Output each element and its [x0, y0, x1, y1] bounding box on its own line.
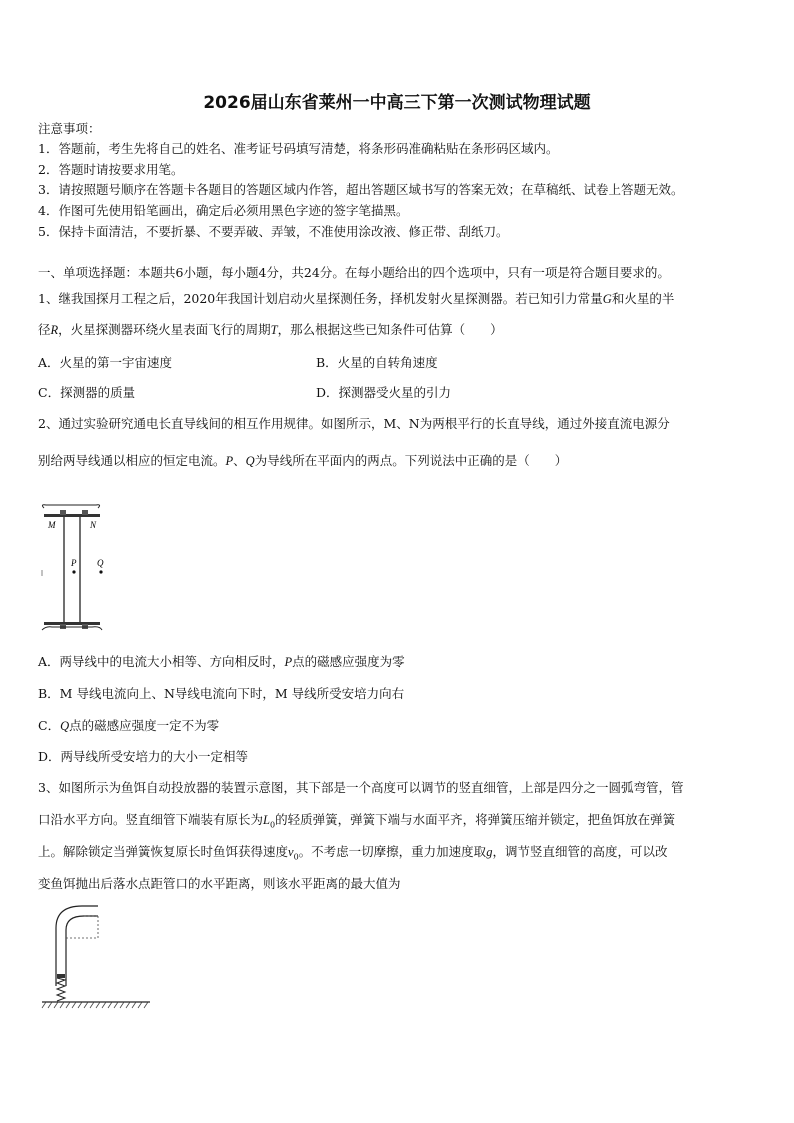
text: 和火星的半: [611, 291, 675, 306]
text: ，调节竖直细管的高度，可以改: [492, 844, 668, 859]
text: 点的磁感应强度一定不为零: [69, 718, 220, 733]
q3-stem-line4: 变鱼饵抛出后落水点距管口的水平距离，则该水平距离的最大值为: [38, 876, 401, 891]
q1-stem-line2: [38, 322, 503, 338]
section-heading: 一、单项选择题：本题共6小题，每小题4分，共24分。在每小题给出的四个选项中，只有一项是符合题目要求的。: [38, 265, 670, 280]
q2-stem-line1: 2、通过实验研究通电长直导线间的相互作用规律。如图所示，M、N为两根平行的长直导线，通过外接直流电源分: [38, 416, 670, 431]
text: ，火星探测器环绕火星表面飞行的周期: [58, 322, 271, 337]
q1-option-b: B．火星的自转角速度: [316, 355, 438, 370]
q2-option-a: [38, 654, 405, 670]
q2-option-d: D．两导线所受安培力的大小一定相等: [38, 749, 249, 764]
q3-stem-line1: 3、如图所示为鱼饵自动投放器的装置示意图，其下部是一个高度可以调节的竖直细管，上部是四分之一圆弧弯管，管: [38, 780, 684, 795]
notice-item: 2．答题时请按要求用笔。: [38, 162, 184, 177]
subscript: 0: [293, 852, 299, 862]
text: A．两导线中的电流大小相等、方向相反时，: [38, 654, 285, 669]
text: 1、继我国探月工程之后，2020年我国计划启动火星探测任务，择机发射火星探测器。若已知引力常量: [38, 291, 603, 306]
q1-option-c: C．探测器的质量: [38, 385, 136, 400]
notice-item: 5．保持卡面清洁，不要折暴、不要弄破、弄皱，不准使用涂改液、修正带、刮纸刀。: [38, 224, 509, 239]
label-Q: Q: [97, 558, 104, 568]
parallel-wires-figure: [36, 496, 108, 642]
symbol-P: P: [225, 454, 234, 468]
notice-item: 3．请按照题号顺序在答题卡各题目的答题区域内作答，超出答题区域书写的答案无效；在草稿纸、试卷上答题无效。: [38, 182, 684, 197]
label-M: M: [48, 520, 56, 530]
text: C．: [38, 718, 61, 733]
q3-stem-line2: [38, 812, 675, 834]
notice-item: 4．作图可先使用铅笔画出，确定后必须用黑色字迹的签字笔描黑。: [38, 203, 409, 218]
symbol-G: G: [602, 292, 612, 306]
symbol-R: R: [50, 323, 59, 337]
q3-stem-line3: [38, 844, 667, 866]
text: 别给两导线通以相应的恒定电流。: [38, 453, 226, 468]
symbol-v0: v: [288, 845, 294, 859]
text: 口沿水平方向。竖直细管下端装有原长为: [38, 812, 264, 827]
symbol-L0: L: [263, 813, 270, 827]
text: 上。解除锁定当弹簧恢复原长时鱼饵获得速度: [38, 844, 289, 859]
label-N: N: [90, 520, 97, 530]
text: ，那么根据这些已知条件可估算（ ）: [277, 322, 503, 337]
text: 的轻质弹簧，弹簧下端与水面平齐，将弹簧压缩并锁定，把鱼饵放在弹簧: [275, 812, 676, 827]
text: 点的磁感应强度为零: [292, 654, 405, 669]
symbol-Q: Q: [245, 454, 255, 468]
notice-heading: 注意事项：: [38, 121, 101, 136]
subscript: 0: [269, 820, 276, 830]
text: 径: [38, 322, 51, 337]
bait-launcher-figure: [40, 898, 152, 1010]
symbol-Q: Q: [60, 719, 70, 733]
text: 。不考虑一切摩擦，重力加速度取: [298, 844, 487, 859]
q1-option-d: D．探测器受火星的引力: [316, 385, 452, 400]
q1-stem-line1: [38, 291, 674, 307]
symbol-T: T: [270, 323, 278, 337]
notice-item: 1．答题前，考生先将自己的姓名、准考证号码填写清楚，将条形码准确粘贴在条形码区域内。: [38, 141, 559, 156]
symbol-P: P: [284, 655, 293, 669]
label-P: P: [71, 558, 77, 568]
q1-option-a: A．火星的第一宇宙速度: [38, 355, 173, 370]
text: 为导线所在平面内的两点。下列说法中正确的是（ ）: [254, 453, 568, 468]
symbol-g: g: [486, 845, 493, 859]
q2-option-b: B．M 导线电流向上、N导线电流向下时，M 导线所受安培力向右: [38, 686, 405, 701]
q2-stem-line2: [38, 453, 567, 469]
page-title: 2026届山东省莱州一中高三下第一次测试物理试题: [203, 93, 591, 113]
q2-option-c: [38, 718, 219, 734]
text: 、: [233, 453, 246, 468]
